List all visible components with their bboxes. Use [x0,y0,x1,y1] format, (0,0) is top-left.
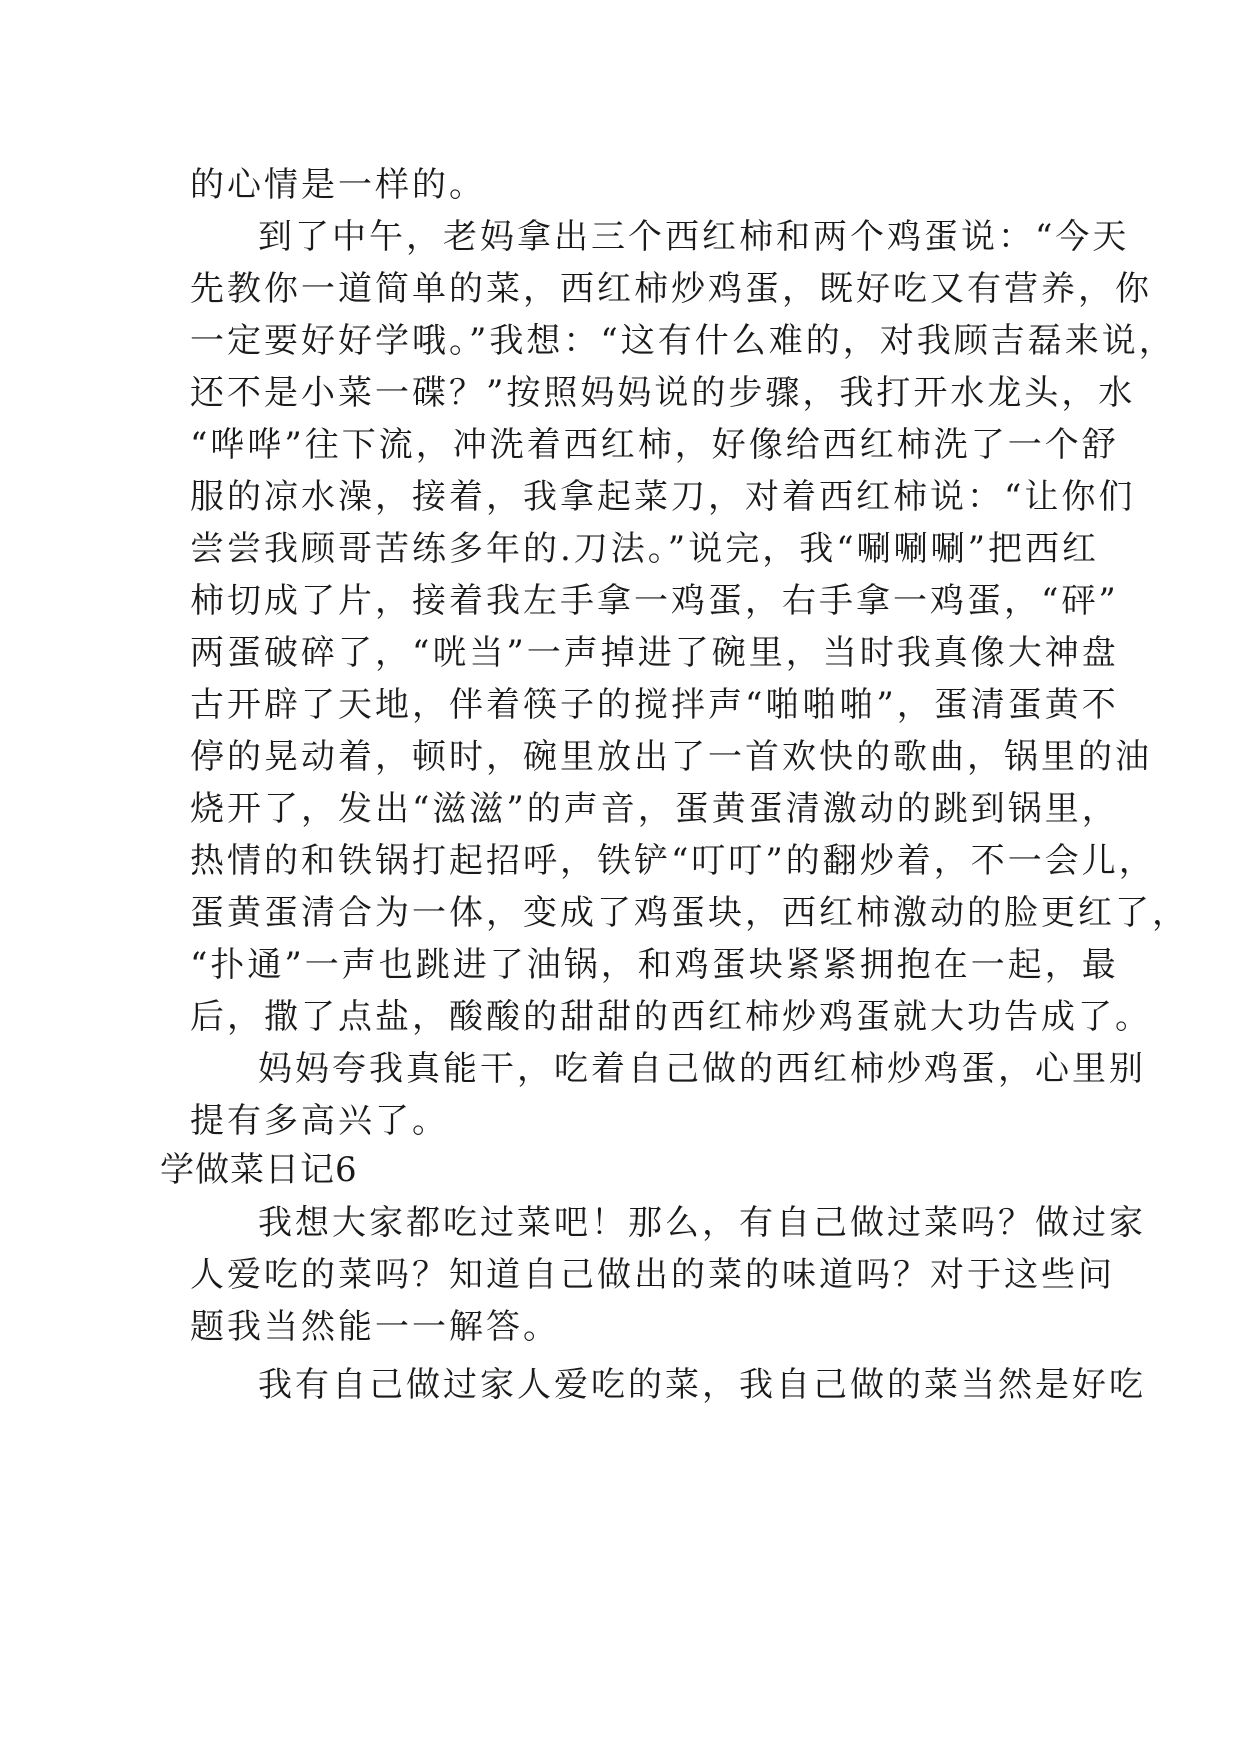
paragraph-start-line: 到了中午，老妈拿出三个西红柿和两个鸡蛋说：“今天 [258,217,1130,257]
text-line: 尝尝我顾哥苦练多年的.刀法。”说完，我“唰唰唰”把西红 [190,529,1099,569]
text-line: 烧开了，发出“滋滋”的声音，蛋黄蛋清激动的跳到锅里， [190,789,1119,829]
text-line: 两蛋破碎了，“咣当”一声掉进了碗里，当时我真像大神盘 [190,633,1119,673]
text-line: 一定要好好学哦。”我想：“这有什么难的，对我顾吉磊来说， [190,321,1176,361]
text-line: 还不是小菜一碟？”按照妈妈说的步骤，我打开水龙头，水 [190,373,1136,413]
text-line: 古开辟了天地，伴着筷子的搅拌声“啪啪啪”，蛋清蛋黄不 [190,685,1119,725]
text-line: 停的晃动着，顿时，碗里放出了一首欢快的歌曲，锅里的油 [190,737,1152,777]
text-line: “扑通”一声也跳进了油锅，和鸡蛋块紧紧拥抱在一起，最 [190,945,1119,985]
text-line: 后，撒了点盐，酸酸的甜甜的西红柿炒鸡蛋就大功告成了。 [190,997,1152,1037]
paragraph-start-line: 我有自己做过家人爱吃的菜，我自己做的菜当然是好吃 [258,1365,1146,1405]
text-line: 的心情是一样的。 [190,165,486,205]
text-line: 蛋黄蛋清合为一体，变成了鸡蛋块，西红柿激动的脸更红了， [190,893,1189,933]
section-heading: 学做菜日记6 [160,1150,358,1190]
text-line: “哗哗”往下流，冲洗着西红柿，好像给西红柿洗了一个舒 [190,425,1119,465]
text-line: 先教你一道简单的菜，西红柿炒鸡蛋，既好吃又有营养，你 [190,269,1152,309]
text-line: 人爱吃的菜吗？知道自己做出的菜的味道吗？对于这些问 [190,1255,1115,1295]
text-line: 柿切成了片，接着我左手拿一鸡蛋，右手拿一鸡蛋，“砰” [190,581,1119,621]
paragraph-start-line: 妈妈夸我真能干，吃着自己做的西红柿炒鸡蛋，心里别 [258,1049,1146,1089]
text-line: 提有多高兴了。 [190,1101,449,1141]
text-line: 热情的和铁锅打起招呼，铁铲“叮叮”的翻炒着，不一会儿， [190,841,1156,881]
text-line: 题我当然能一一解答。 [190,1307,560,1347]
text-line: 服的凉水澡，接着，我拿起菜刀，对着西红柿说：“让你们 [190,477,1136,517]
paragraph-start-line: 我想大家都吃过菜吧！那么，有自己做过菜吗？做过家 [258,1203,1146,1243]
